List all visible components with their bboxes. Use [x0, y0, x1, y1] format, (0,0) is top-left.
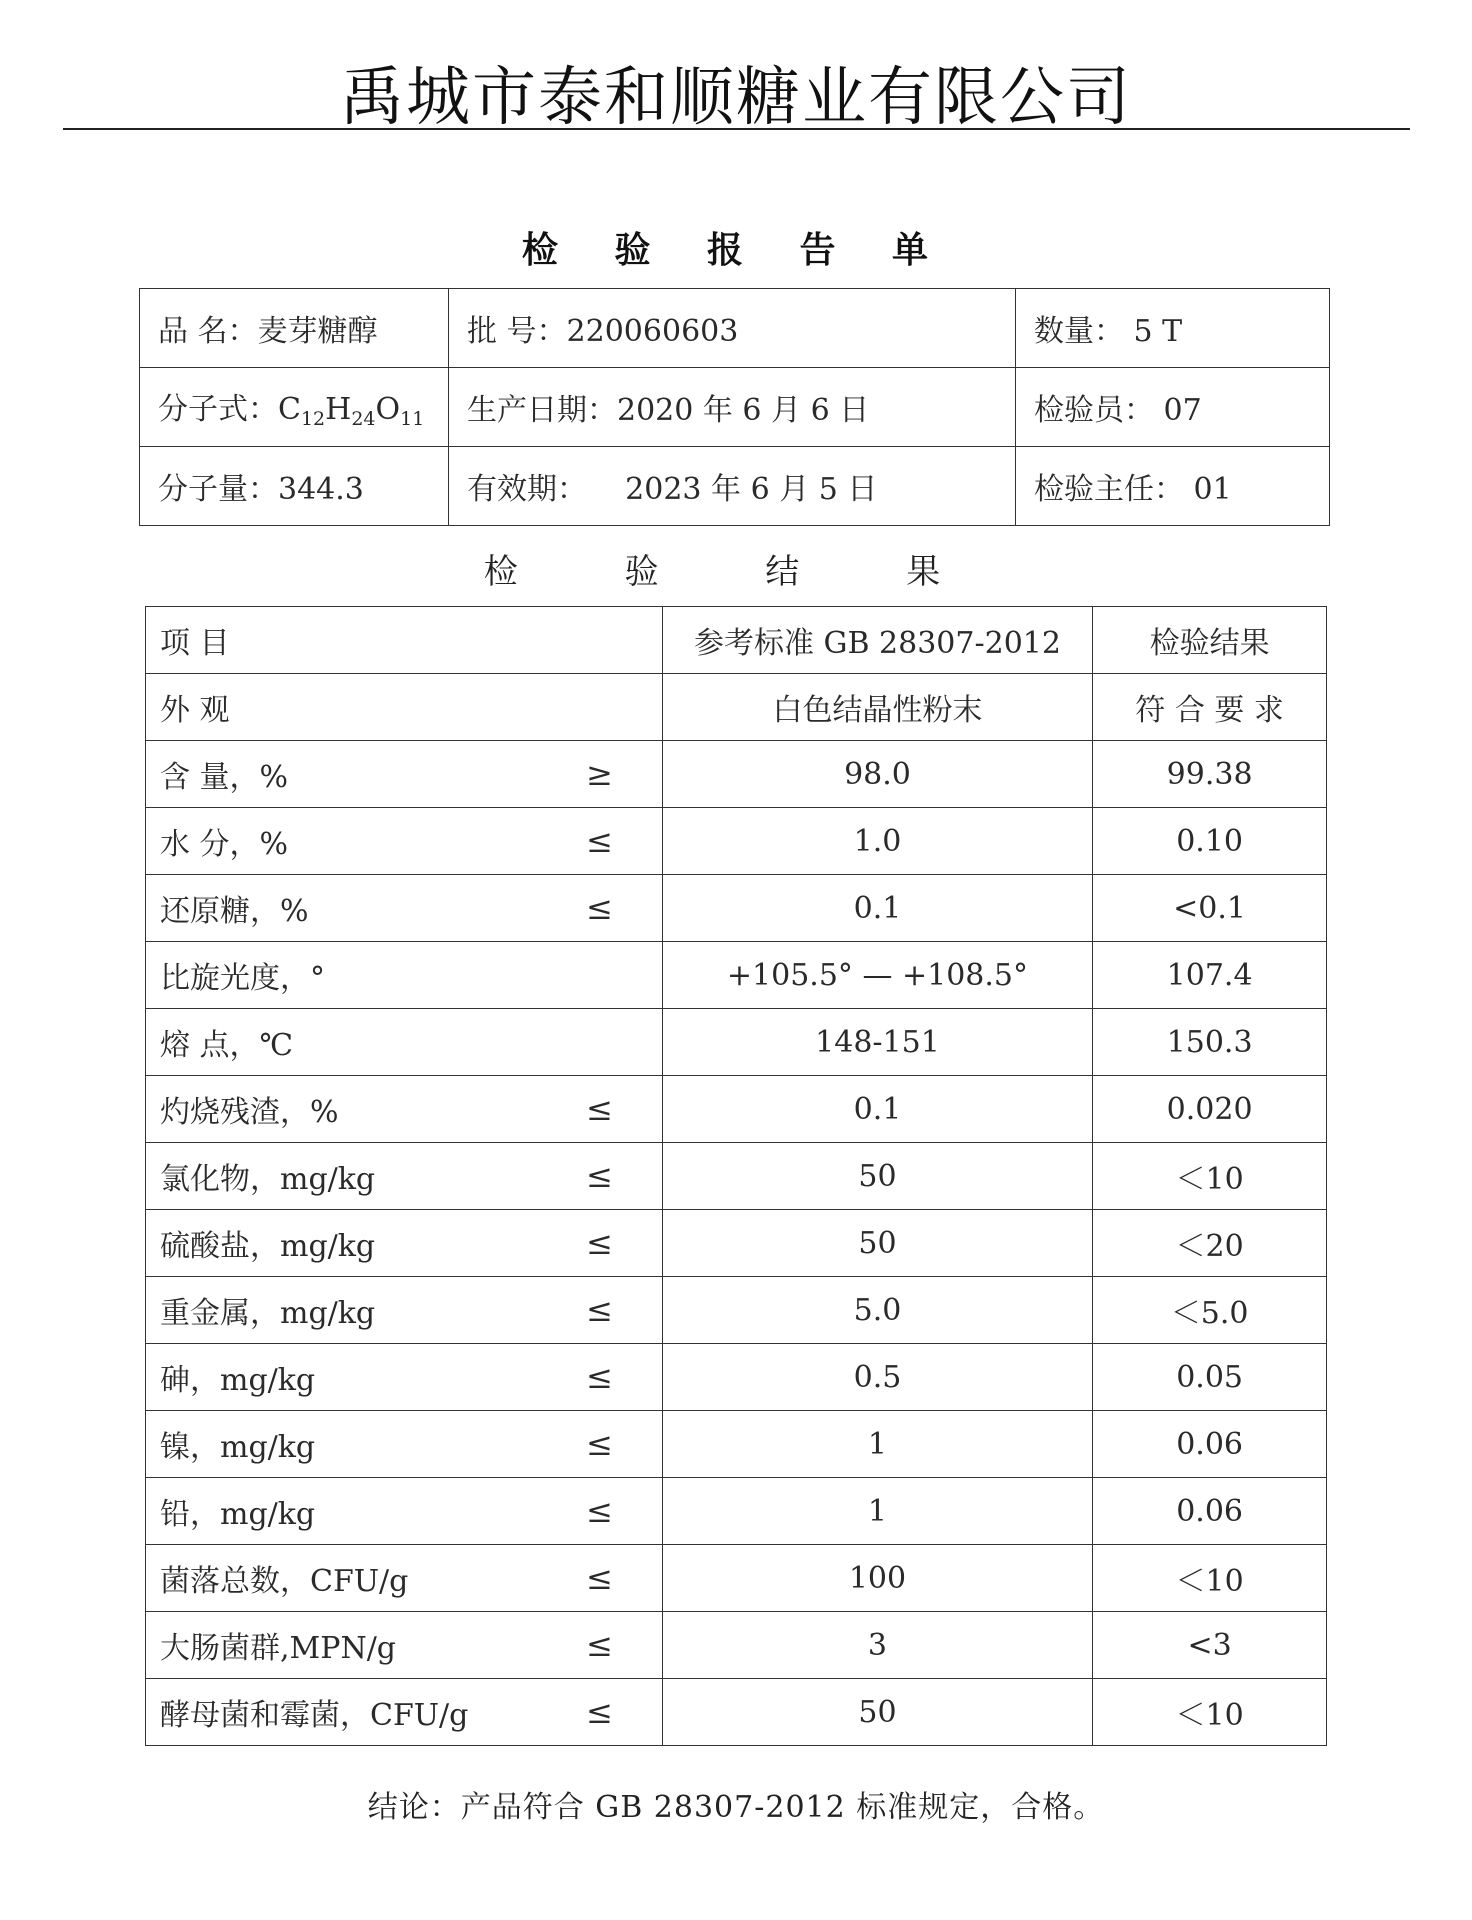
standard-cell: 0.5 — [662, 1344, 1092, 1411]
comparator: ≤ — [586, 1626, 613, 1664]
item-cell — [146, 1277, 663, 1344]
company-name: 禹城市泰和顺糖业有限公司 — [340, 61, 1132, 135]
item-label: 水 分，% — [160, 827, 289, 862]
info-row — [140, 368, 1330, 447]
comparator: ≤ — [586, 889, 613, 927]
report-title: 检 验 报 告 单 — [521, 229, 951, 271]
info-row — [140, 289, 1330, 368]
table-row — [146, 875, 1327, 942]
item-label: 重金属，mg/kg — [160, 1296, 376, 1331]
item-cell — [146, 1411, 663, 1478]
standard-cell: 50 — [662, 1679, 1092, 1746]
comparator: ≤ — [586, 1224, 613, 1262]
formula-cell — [140, 368, 449, 447]
table-row — [146, 741, 1327, 808]
product-name-cell — [140, 289, 449, 368]
table-row — [146, 1076, 1327, 1143]
quantity-label: 数量： — [1034, 314, 1124, 349]
table-row — [146, 1478, 1327, 1545]
item-cell — [146, 1076, 663, 1143]
item-cell — [146, 1679, 663, 1746]
supervisor-value: 01 — [1193, 472, 1232, 507]
standard-cell: 50 — [662, 1143, 1092, 1210]
supervisor-cell — [1016, 447, 1330, 526]
result-cell: 0.06 — [1093, 1478, 1327, 1545]
batch-label: 批 号： — [467, 314, 567, 349]
result-cell: ＜5.0 — [1093, 1277, 1327, 1344]
molecular-weight-cell — [140, 447, 449, 526]
product-info-table — [139, 288, 1330, 526]
standard-cell: 3 — [662, 1612, 1092, 1679]
item-cell — [146, 1545, 663, 1612]
table-row — [146, 1411, 1327, 1478]
conclusion: 结论：产品符合 GB 28307-2012 标准规定，合格。 — [367, 1790, 1105, 1825]
item-label: 还原糖，% — [160, 894, 309, 929]
batch-value: 220060603 — [566, 314, 739, 349]
result-cell: ＜10 — [1093, 1679, 1327, 1746]
result-cell: 99.38 — [1093, 741, 1327, 808]
item-label: 大肠菌群,MPN/g — [160, 1631, 397, 1666]
standard-cell: +105.5° — +108.5° — [662, 942, 1092, 1009]
standard-cell: 148-151 — [662, 1009, 1092, 1076]
info-row — [140, 447, 1330, 526]
item-cell — [146, 1612, 663, 1679]
result-cell: ＜10 — [1093, 1143, 1327, 1210]
item-cell — [146, 875, 663, 942]
comparator: ≤ — [586, 1559, 613, 1597]
table-row — [146, 808, 1327, 875]
item-cell — [146, 1009, 663, 1076]
results-table — [145, 606, 1327, 1746]
standard-cell: 100 — [662, 1545, 1092, 1612]
expiry-value: 2023 年 6 月 5 日 — [625, 472, 878, 507]
product-name-value: 麦芽糖醇 — [257, 314, 378, 349]
item-label: 熔 点，℃ — [160, 1028, 294, 1063]
standard-cell: 1 — [662, 1478, 1092, 1545]
standard-cell: 5.0 — [662, 1277, 1092, 1344]
result-cell: 0.020 — [1093, 1076, 1327, 1143]
result-cell: <3 — [1093, 1612, 1327, 1679]
production-date-value: 2020 年 6 月 6 日 — [617, 393, 870, 428]
header-item: 项 目 — [146, 607, 663, 674]
item-label: 外 观 — [160, 693, 230, 728]
production-date-cell — [449, 368, 1016, 447]
comparator: ≤ — [586, 1090, 613, 1128]
item-label: 铅，mg/kg — [160, 1497, 316, 1532]
standard-cell: 白色结晶性粉末 — [662, 674, 1092, 741]
production-date-label: 生产日期： — [467, 393, 617, 428]
results-header-row — [146, 607, 1327, 674]
inspector-label: 检验员： — [1034, 393, 1154, 428]
inspector-value: 07 — [1163, 393, 1202, 428]
standard-cell: 1.0 — [662, 808, 1092, 875]
item-cell — [146, 1210, 663, 1277]
standard-cell: 0.1 — [662, 875, 1092, 942]
table-row — [146, 1277, 1327, 1344]
header-rule — [63, 128, 1410, 130]
result-cell: 0.10 — [1093, 808, 1327, 875]
item-cell — [146, 1478, 663, 1545]
results-title: 检 验 结 果 — [483, 552, 989, 592]
item-label: 酵母菌和霉菌，CFU/g — [160, 1698, 469, 1733]
item-label: 氯化物，mg/kg — [160, 1162, 376, 1197]
result-cell: ＜20 — [1093, 1210, 1327, 1277]
expiry-label: 有效期： — [467, 472, 587, 507]
comparator: ≤ — [586, 1693, 613, 1731]
item-label: 菌落总数，CFU/g — [160, 1564, 409, 1599]
molecular-weight-value: 344.3 — [278, 472, 364, 507]
item-label: 灼烧残渣，% — [160, 1095, 339, 1130]
comparator: ≤ — [586, 822, 613, 860]
table-row — [146, 942, 1327, 1009]
header-standard: 参考标准 GB 28307-2012 — [662, 607, 1092, 674]
comparator: ≤ — [586, 1157, 613, 1195]
result-cell: ＜10 — [1093, 1545, 1327, 1612]
item-cell — [146, 674, 663, 741]
item-label: 含 量，% — [160, 760, 289, 795]
result-cell: 107.4 — [1093, 942, 1327, 1009]
table-row — [146, 1612, 1327, 1679]
standard-cell: 98.0 — [662, 741, 1092, 808]
supervisor-label: 检验主任： — [1034, 472, 1184, 507]
item-cell — [146, 1143, 663, 1210]
inspector-cell — [1016, 368, 1330, 447]
formula-label: 分子式： — [158, 392, 278, 427]
header-result: 检验结果 — [1093, 607, 1327, 674]
quantity-value: 5 T — [1133, 314, 1183, 349]
comparator: ≥ — [586, 755, 613, 793]
item-label: 硫酸盐，mg/kg — [160, 1229, 376, 1264]
quantity-cell — [1016, 289, 1330, 368]
standard-cell: 50 — [662, 1210, 1092, 1277]
comparator: ≤ — [586, 1358, 613, 1396]
standard-cell: 0.1 — [662, 1076, 1092, 1143]
table-row — [146, 1679, 1327, 1746]
result-cell: 0.06 — [1093, 1411, 1327, 1478]
table-row — [146, 1143, 1327, 1210]
table-row — [146, 674, 1327, 741]
result-cell: <0.1 — [1093, 875, 1327, 942]
item-label: 比旋光度，° — [160, 961, 325, 996]
item-label: 镍，mg/kg — [160, 1430, 316, 1465]
item-cell — [146, 1344, 663, 1411]
table-row — [146, 1009, 1327, 1076]
result-cell: 0.05 — [1093, 1344, 1327, 1411]
result-cell: 150.3 — [1093, 1009, 1327, 1076]
item-cell — [146, 741, 663, 808]
item-label: 砷，mg/kg — [160, 1363, 316, 1398]
table-row — [146, 1545, 1327, 1612]
batch-cell — [449, 289, 1016, 368]
expiry-cell — [449, 447, 1016, 526]
standard-cell: 1 — [662, 1411, 1092, 1478]
item-cell — [146, 808, 663, 875]
comparator: ≤ — [586, 1425, 613, 1463]
formula-value: $C_{12}H_{24}O_{11}$ — [278, 392, 425, 430]
result-cell: 符 合 要 求 — [1093, 674, 1327, 741]
molecular-weight-label: 分子量： — [158, 472, 278, 507]
comparator: ≤ — [586, 1492, 613, 1530]
table-row — [146, 1210, 1327, 1277]
table-row — [146, 1344, 1327, 1411]
item-cell — [146, 942, 663, 1009]
comparator: ≤ — [586, 1291, 613, 1329]
product-name-label: 品 名： — [158, 314, 258, 349]
